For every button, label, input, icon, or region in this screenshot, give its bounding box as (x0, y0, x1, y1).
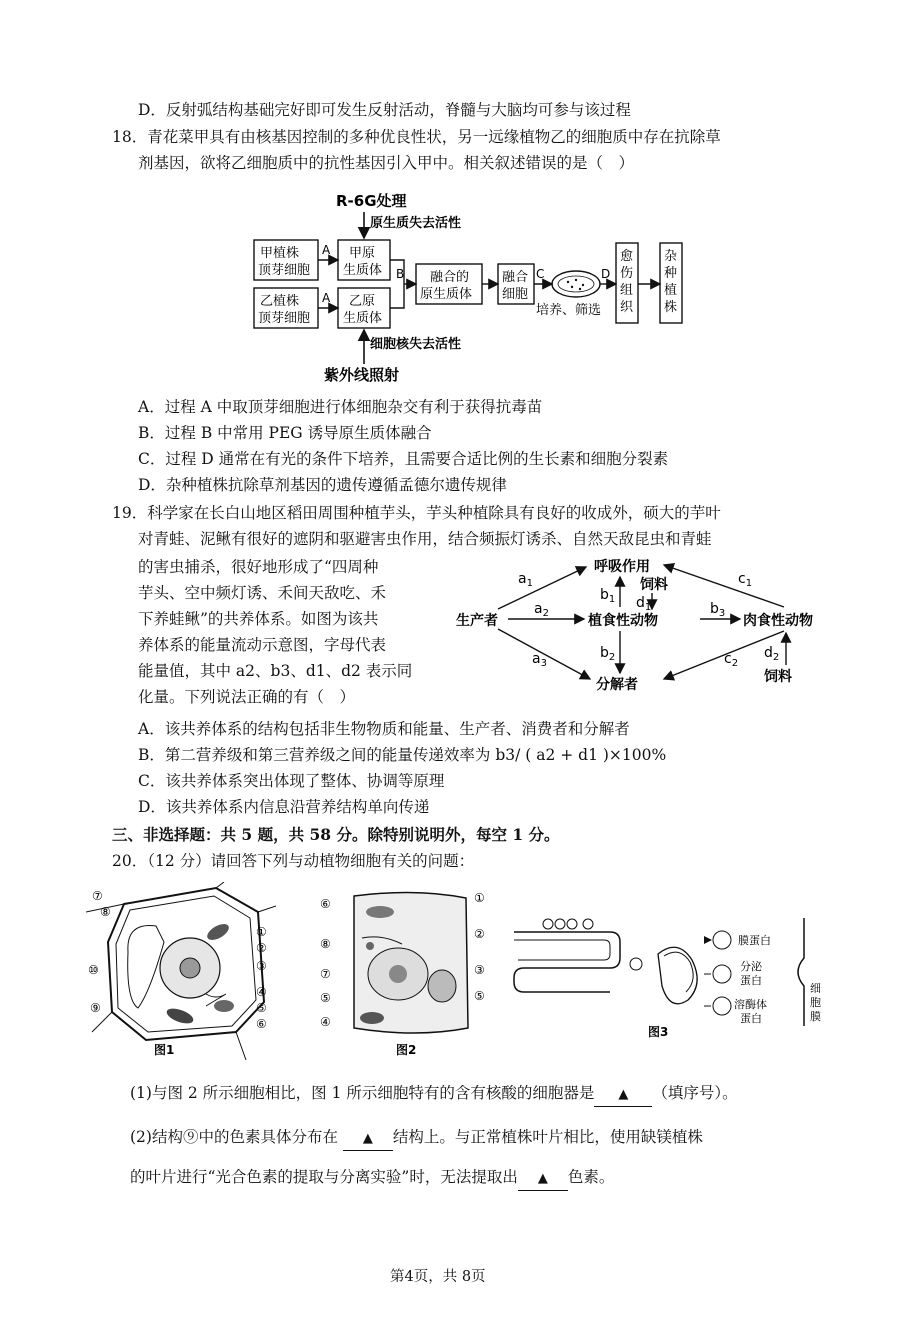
q19-option-a: A．该共养体系的结构包括非生物物质和能量、生产者、消费者和分解者 (138, 720, 630, 738)
svg-text:a3: $a_3$ (532, 651, 547, 669)
q19-stem-line2: 对青蛙、泥鳅有很好的遮阴和驱避害虫作用，结合频振灯诱杀、自然天敌昆虫和青蛙 (138, 530, 712, 548)
svg-text:③: ③ (474, 963, 485, 977)
figure3-caption: 图3 (648, 1025, 669, 1039)
svg-text:c1: $c_1$ (738, 571, 753, 589)
q18-stem-line1: 18．青花菜甲具有由核基因控制的多种优良性状，另一远缘植物乙的细胞质中存在抗除草 (112, 128, 721, 146)
fused-cell-line1: 融合 (502, 270, 529, 285)
label-c: C (536, 267, 545, 281)
svg-text:⑩: ⑩ (88, 963, 99, 977)
figure1-caption: 图1 (154, 1043, 175, 1057)
svg-text:⑦: ⑦ (320, 967, 331, 981)
decomposer-node: 分解者 (596, 677, 638, 693)
uv-label: 紫外线照射 (324, 366, 400, 384)
q17-option-d: D．反射弧结构基础完好即可发生反射活动，脊髓与大脑均可参与该过程 (138, 101, 631, 119)
figure2-caption: 图2 (396, 1043, 417, 1057)
q18-option-a: A．过程 A 中取顶芽细胞进行体细胞杂交有利于获得抗毒苗 (138, 398, 543, 416)
svg-text:植: 植 (664, 283, 678, 298)
q20-part2: (2)结构⑨中的色素具体分布在 ▲ 结构上。与正常植株叶片相比，使用缺镁植株 (130, 1126, 703, 1151)
protoplast-fusion-diagram (246, 188, 696, 388)
q20-part1: (1)与图 2 所示细胞相比，图 1 所示细胞特有的含有核酸的细胞器是 ▲ （填序号）。 (130, 1082, 738, 1107)
svg-text:a2: $a_2$ (534, 601, 549, 619)
svg-text:c2: $c_2$ (724, 651, 739, 669)
petri-dish (552, 271, 600, 297)
section-3-heading: 三、非选择题：共 5 题，共 58 分。除特别说明外，每空 1 分。 (112, 825, 560, 844)
herbivore-node: 植食性动物 (588, 613, 658, 629)
svg-text:⑦: ⑦ (92, 889, 103, 903)
svg-text:⑤: ⑤ (320, 991, 331, 1005)
feed-label-1: 饲料 (640, 577, 668, 593)
membrane-protein-label: 膜蛋白 (738, 934, 771, 947)
svg-text:⑥: ⑥ (320, 897, 331, 911)
svg-text:组: 组 (620, 283, 634, 298)
yi-plant-line1: 乙植株 (260, 294, 300, 309)
svg-text:伤: 伤 (620, 266, 634, 281)
q19-wrap-2: 芋头、空中频灯诱、禾间天敌吃、禾 (138, 584, 387, 602)
q19-wrap-1: 的害虫捕杀，很好地形成了“四周种 (138, 558, 379, 576)
svg-text:d2: $d_2$ (764, 645, 780, 663)
inactivation-bottom-label: 细胞核失去活性 (370, 337, 462, 352)
q19-wrap-6: 化量。下列说法正确的有（ ） (138, 688, 356, 706)
svg-text:株: 株 (664, 300, 678, 315)
inactivation-top-label: 原生质失去活性 (370, 216, 462, 231)
fused-cell-line2: 细胞 (502, 287, 529, 302)
label-a-top: A (322, 243, 331, 257)
svg-text:④: ④ (256, 985, 267, 999)
svg-text:⑨: ⑨ (90, 1001, 101, 1015)
q19-option-d: D．该共养体系内信息沿营养结构单向传递 (138, 798, 430, 816)
label-d: D (601, 267, 611, 281)
carnivore-node: 肉食性动物 (743, 613, 813, 629)
producer-node: 生产者 (456, 613, 498, 629)
svg-text:④: ④ (320, 1015, 331, 1029)
q20-stem: 20．（12 分）请回答下列与动植物细胞有关的问题： (112, 852, 475, 870)
svg-text:b1: $b_1$ (600, 587, 616, 605)
q19-option-c: C．该共养体系突出体现了整体、协调等原理 (138, 772, 445, 790)
label-a-bottom: A (322, 291, 331, 305)
answer-blank-2[interactable]: ▲ (343, 1128, 393, 1151)
page-footer: 第4页，共 8页 (390, 1269, 486, 1285)
svg-text:种: 种 (664, 266, 678, 281)
jia-proto-line1: 甲原 (349, 246, 376, 261)
figure1-plant-cell (86, 882, 276, 1062)
answer-blank-3[interactable]: ▲ (518, 1168, 568, 1191)
jia-plant-line1: 甲植株 (260, 246, 300, 261)
q18-option-d: D．杂种植株抗除草剂基因的遗传遵循孟德尔遗传规律 (138, 476, 507, 494)
svg-text:织: 织 (620, 300, 634, 315)
svg-text:⑥: ⑥ (256, 1017, 267, 1031)
svg-text:①: ① (474, 891, 485, 905)
q19-option-b: B．第二营养级和第三营养级之间的能量传递效率为 b3/ ( a2 + d1 )×100% (138, 746, 667, 764)
svg-text:分泌: 分泌 (740, 960, 762, 973)
svg-text:a1: $a_1$ (518, 571, 533, 589)
svg-text:⑤: ⑤ (474, 989, 485, 1003)
svg-text:b2: $b_2$ (600, 645, 616, 663)
q19-stem-line1: 19．科学家在长白山地区稻田周围种植芋头，芋头种植除具有良好的收成外，硕大的芋叶 (112, 504, 721, 522)
label-b: B (396, 267, 405, 281)
svg-text:⑤: ⑤ (256, 1001, 267, 1015)
figure3-protein-transport (508, 898, 848, 1048)
svg-text:膜: 膜 (810, 1010, 821, 1023)
q18-stem-line2: 剂基因，欲将乙细胞质中的抗性基因引入甲中。相关叙述错误的是（ ） (138, 154, 635, 172)
yi-proto-line1: 乙原 (349, 294, 376, 309)
svg-text:⑧: ⑧ (320, 937, 331, 951)
jia-proto-line2: 生质体 (343, 263, 383, 278)
svg-text:蛋白: 蛋白 (740, 974, 762, 987)
svg-text:b3: $b_3$ (710, 601, 726, 619)
answer-blank-1[interactable]: ▲ (594, 1084, 652, 1107)
q18-option-c: C．过程 D 通常在有光的条件下培养，且需要合适比例的生长素和细胞分裂素 (138, 450, 669, 468)
yi-plant-line2: 顶芽细胞 (258, 311, 311, 326)
svg-text:胞: 胞 (810, 996, 821, 1009)
q18-option-b: B．过程 B 中常用 PEG 诱导原生质体融合 (138, 424, 432, 442)
fused-proto-line1: 融合的 (430, 270, 470, 285)
svg-text:杂: 杂 (664, 249, 678, 264)
feed-label-2: 饲料 (764, 669, 792, 685)
svg-text:溶酶体: 溶酶体 (734, 998, 767, 1011)
svg-text:②: ② (256, 941, 267, 955)
q19-wrap-3: 下养蛙鳅”的共养体系。如图为该共 (138, 610, 379, 628)
energy-flow-diagram (448, 555, 838, 700)
svg-text:⑧: ⑧ (100, 905, 111, 919)
svg-text:细: 细 (810, 982, 821, 995)
svg-text:①: ① (256, 925, 267, 939)
jia-plant-line2: 顶芽细胞 (258, 263, 311, 278)
fused-proto-line2: 原生质体 (420, 287, 473, 302)
figure2-animal-cell (316, 888, 496, 1060)
q19-wrap-5: 能量值，其中 a2、b3、d1、d2 表示同 (138, 662, 413, 680)
q19-wrap-4: 养体系的能量流动示意图，字母代表 (138, 636, 387, 654)
yi-proto-line2: 生质体 (343, 311, 383, 326)
svg-text:③: ③ (256, 959, 267, 973)
svg-text:d1: $d_1$ (636, 595, 652, 613)
respiration-node: 呼吸作用 (594, 559, 650, 575)
q20-part3: 的叶片进行“光合色素的提取与分离实验”时，无法提取出 ▲ 色素。 (130, 1166, 614, 1191)
svg-text:②: ② (474, 927, 485, 941)
svg-text:蛋白: 蛋白 (740, 1012, 762, 1025)
r6g-label: R-6G处理 (336, 192, 407, 210)
culture-label: 培养、筛选 (536, 303, 602, 318)
svg-text:愈: 愈 (620, 249, 634, 264)
